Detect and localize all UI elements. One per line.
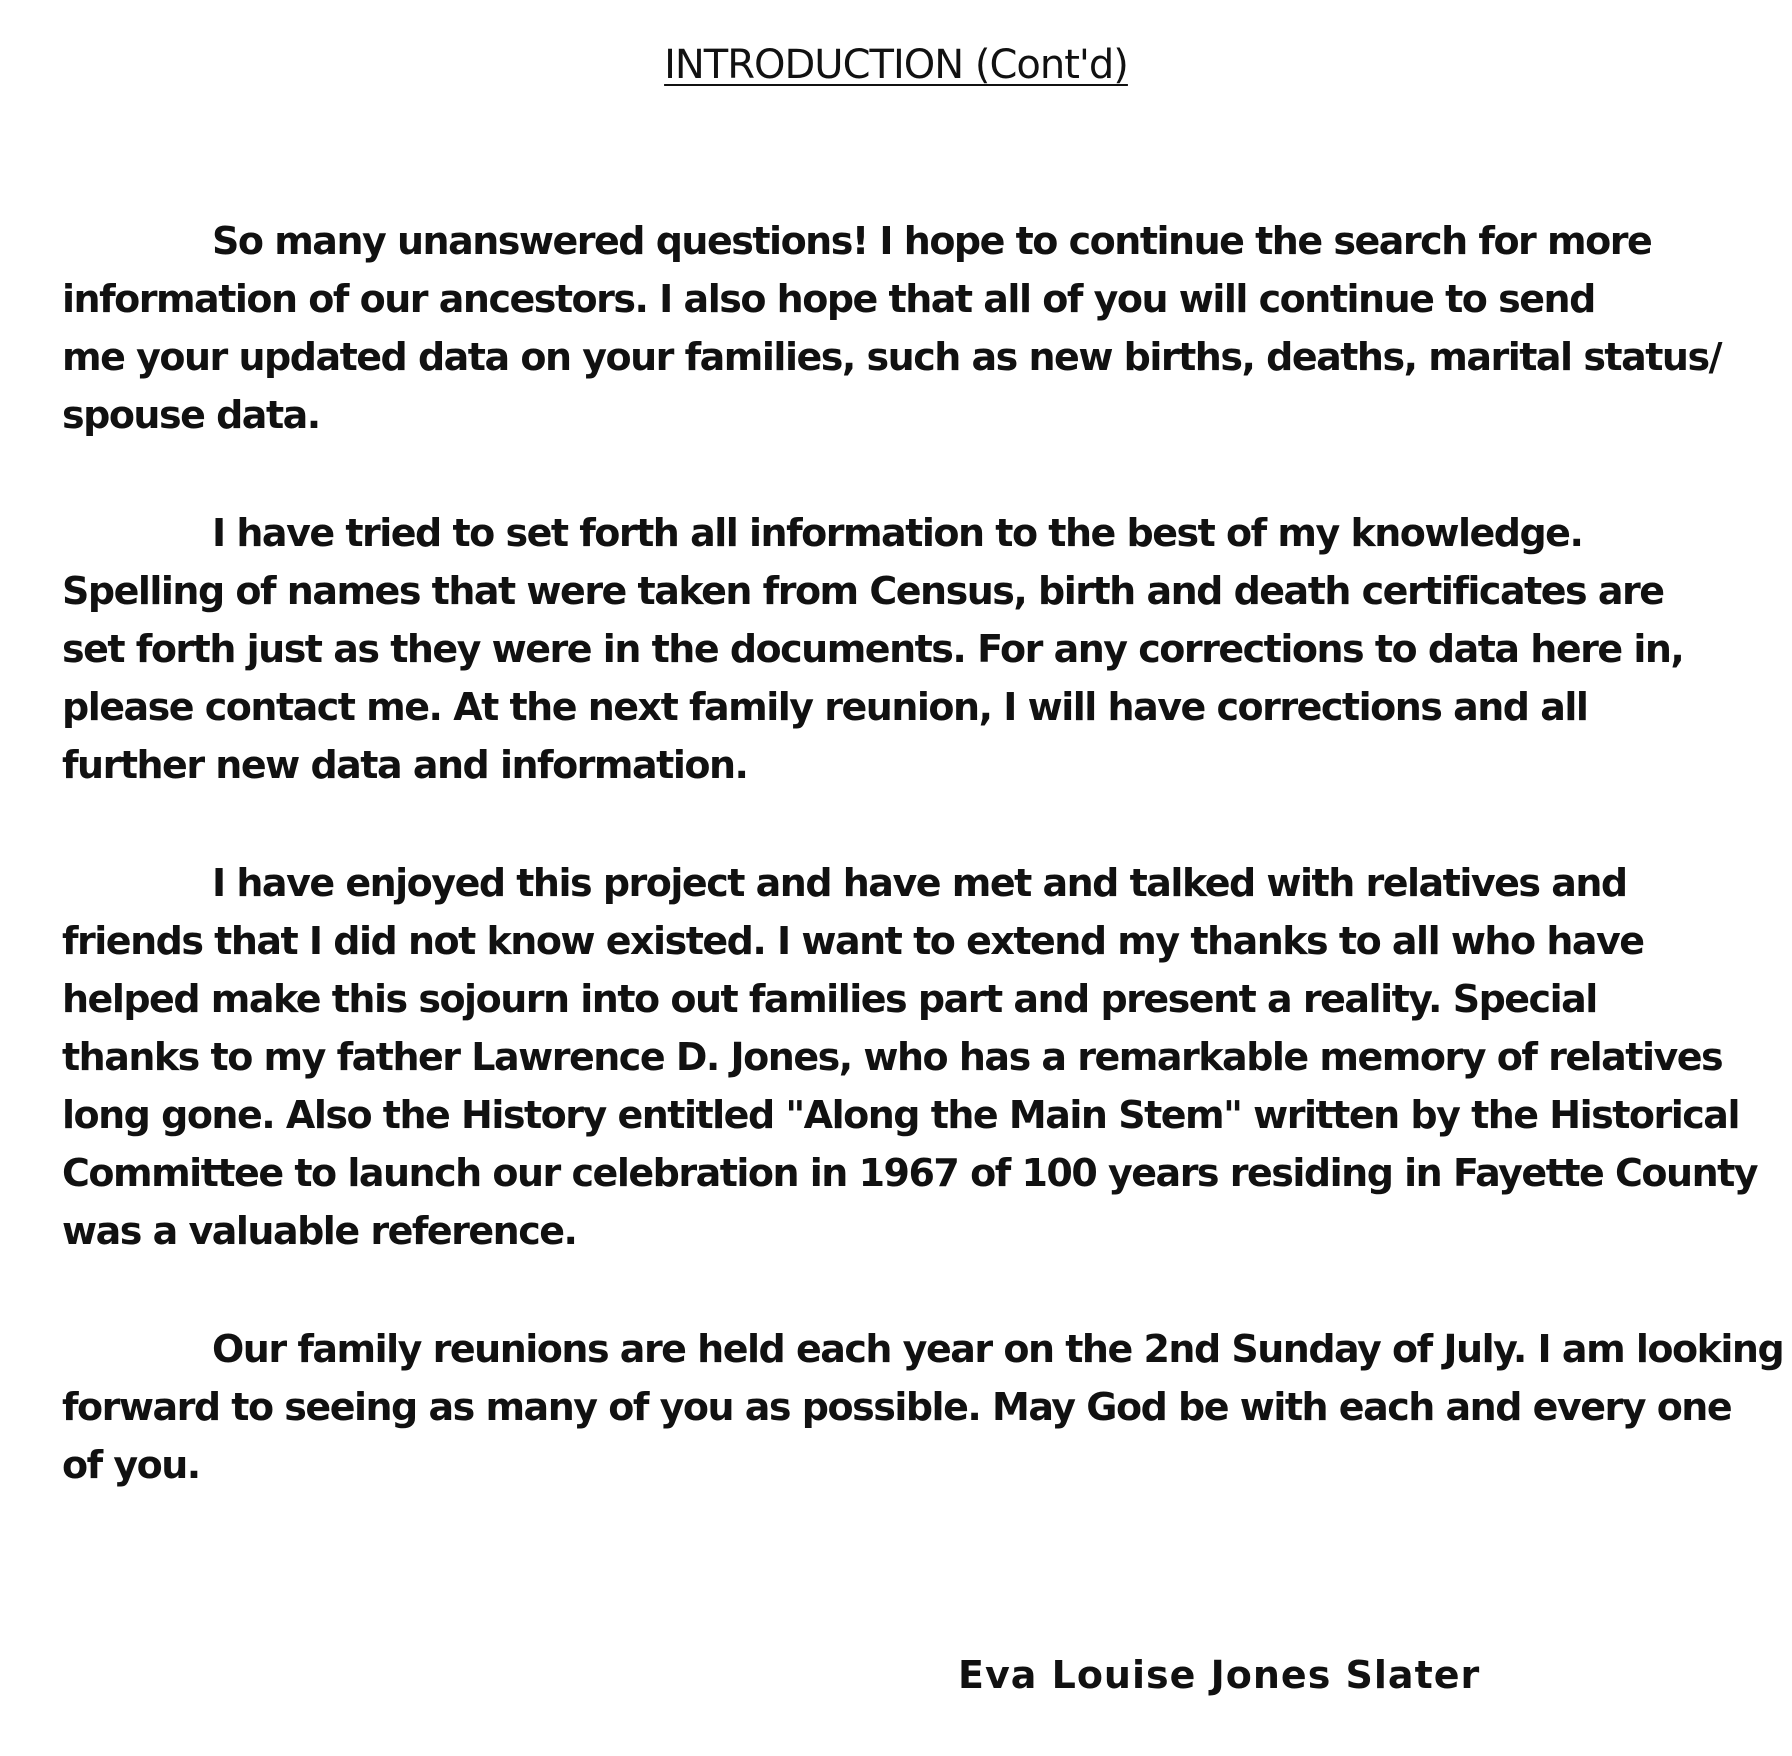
paragraph-line: helped make this sojourn into out families part and present a reality. Special <box>62 977 1597 1021</box>
paragraph-4 <box>62 1320 1784 1494</box>
paragraph-line: please contact me. At the next family reunion, I will have corrections and all <box>62 685 1588 729</box>
paragraph-line: So many unanswered questions! I hope to continue the search for more <box>212 219 1652 263</box>
paragraph-2 <box>62 504 1762 794</box>
paragraph-line: spouse data. <box>62 393 320 437</box>
signature-name: Eva Louise Jones Slater <box>958 1653 1481 1697</box>
page-title <box>0 38 1792 92</box>
paragraph-line: further new data and information. <box>62 743 748 787</box>
paragraph-line: information of our ancestors. I also hope that all of you will continue to send <box>62 277 1595 321</box>
paragraph-line: forward to seeing as many of you as possible. May God be with each and every one <box>62 1385 1732 1429</box>
paragraph-line: set forth just as they were in the documents. For any corrections to data here in, <box>62 627 1684 671</box>
paragraph-line: friends that I did not know existed. I want to extend my thanks to all who have <box>62 919 1644 963</box>
paragraph-line: thanks to my father Lawrence D. Jones, who has a remarkable memory of relatives <box>62 1035 1723 1079</box>
page-title-text: INTRODUCTION (Cont'd) <box>664 42 1128 88</box>
paragraph-line: I have tried to set forth all information to the best of my knowledge. <box>212 511 1583 555</box>
paragraph-line: Spelling of names that were taken from Census, birth and death certificates are <box>62 569 1664 613</box>
paragraph-line: of you. <box>62 1443 200 1487</box>
paragraph-line: Our family reunions are held each year on the 2nd Sunday of July. I am looking <box>212 1327 1784 1371</box>
paragraph-line: I have enjoyed this project and have met and talked with relatives and <box>212 861 1627 905</box>
paragraph-line: was a valuable reference. <box>62 1209 577 1253</box>
paragraph-line: long gone. Also the History entitled "Along the Main Stem" written by the Historical <box>62 1093 1739 1137</box>
paragraph-line: Committee to launch our celebration in 1967 of 100 years residing in Fayette County <box>62 1151 1758 1195</box>
paragraph-1 <box>62 212 1762 444</box>
paragraph-3 <box>62 854 1762 1260</box>
document-body <box>62 212 1784 1554</box>
paragraph-line: me your updated data on your families, such as new births, deaths, marital status/ <box>62 335 1721 379</box>
